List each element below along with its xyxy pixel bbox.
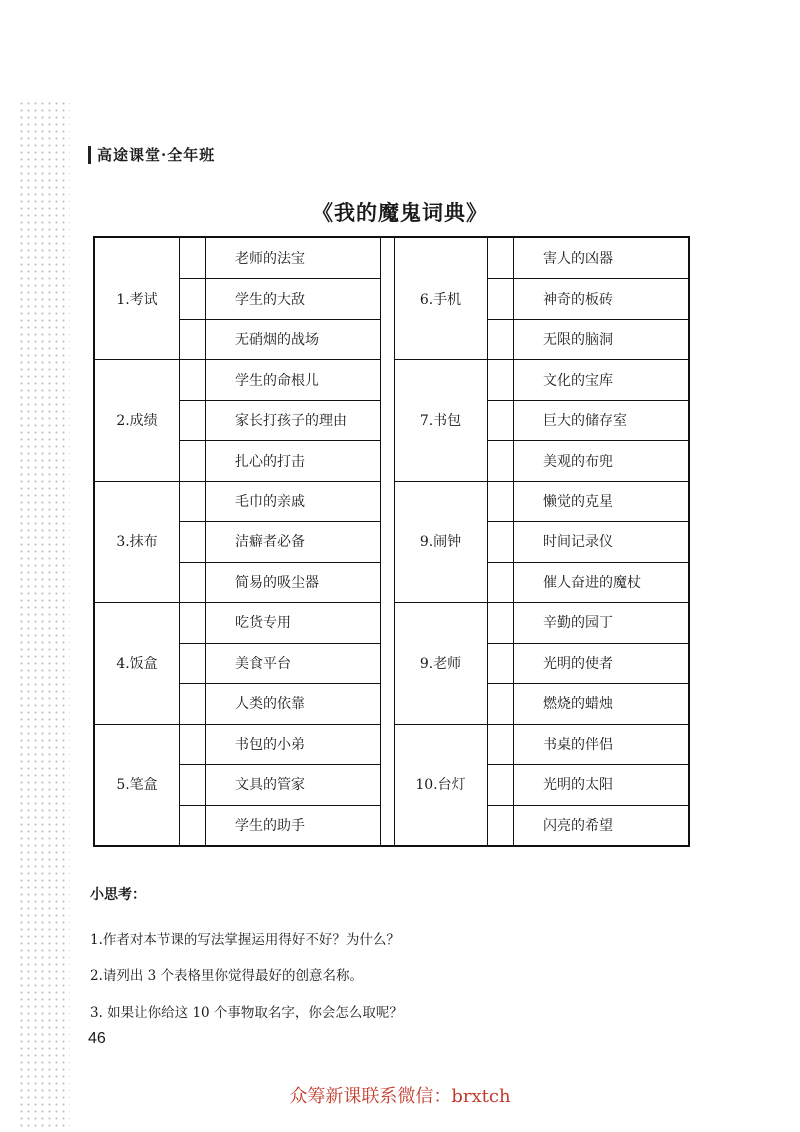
page-title: 《我的魔鬼词典》 <box>312 201 488 225</box>
group-divider <box>95 724 380 725</box>
group-divider <box>394 359 688 360</box>
group-divider <box>394 724 688 725</box>
left-item-name: 3.抹布 <box>116 534 158 551</box>
right-phrase: 闪亮的希望 <box>543 817 613 834</box>
left-phrase: 学生的命根儿 <box>235 372 319 389</box>
right-phrase: 时间记录仪 <box>543 534 613 551</box>
left-phrase: 无硝烟的战场 <box>235 332 319 349</box>
left-phrase: 吃货专用 <box>235 615 291 632</box>
row-divider <box>487 562 688 563</box>
column-divider <box>513 238 514 845</box>
right-item-name: 9.闹钟 <box>419 534 462 551</box>
right-item-name: 9.老师 <box>419 655 462 672</box>
right-phrase: 光明的太阳 <box>543 777 613 794</box>
row-divider <box>487 805 688 806</box>
row-divider <box>179 764 380 765</box>
right-phrase: 巨大的储存室 <box>543 413 627 430</box>
left-item-name: 5.笔盒 <box>116 777 158 794</box>
right-item-name: 7.书包 <box>419 413 462 430</box>
group-divider <box>394 481 688 482</box>
half-divider <box>380 238 381 845</box>
row-divider <box>179 278 380 279</box>
right-phrase: 催人奋进的魔杖 <box>543 574 641 591</box>
row-divider <box>179 805 380 806</box>
row-divider <box>487 319 688 320</box>
half-divider <box>394 238 395 845</box>
dot-margin-pattern <box>18 100 70 1130</box>
right-phrase: 书桌的伴侣 <box>543 736 613 753</box>
left-item-name: 2.成绩 <box>116 413 158 430</box>
left-phrase: 毛巾的亲戚 <box>235 494 305 511</box>
left-phrase: 老师的法宝 <box>235 251 305 268</box>
group-divider <box>95 602 380 603</box>
row-divider <box>179 440 380 441</box>
left-phrase: 洁癖者必备 <box>235 534 305 551</box>
left-phrase: 学生的大敌 <box>235 291 305 308</box>
right-phrase: 辛勤的园丁 <box>543 615 613 632</box>
question-2: 2.请列出 3 个表格里你觉得最好的创意名称。 <box>90 968 364 984</box>
left-phrase: 美食平台 <box>235 655 291 672</box>
row-divider <box>179 400 380 401</box>
row-divider <box>487 643 688 644</box>
row-divider <box>487 683 688 684</box>
right-phrase: 害人的凶器 <box>543 251 613 268</box>
row-divider <box>487 400 688 401</box>
right-phrase: 无限的脑洞 <box>543 332 613 349</box>
question-1: 1.作者对本节课的写法掌握运用得好不好？为什么？ <box>90 932 400 948</box>
row-divider <box>179 521 380 522</box>
row-divider <box>179 683 380 684</box>
left-phrase: 文具的管家 <box>235 777 305 794</box>
right-item-name: 6.手机 <box>419 291 462 308</box>
questions-title: 小思考： <box>90 887 146 903</box>
left-item-name: 1.考试 <box>116 291 158 308</box>
column-divider <box>487 238 488 845</box>
left-phrase: 家长打孩子的理由 <box>235 413 347 430</box>
row-divider <box>179 643 380 644</box>
left-phrase: 简易的吸尘器 <box>235 574 319 591</box>
right-phrase: 懒觉的克星 <box>543 494 613 511</box>
series-header: 高途课堂·全年班 <box>88 146 215 164</box>
group-divider <box>95 481 380 482</box>
left-item-name: 4.饭盒 <box>116 655 158 672</box>
right-phrase: 美观的布兜 <box>543 453 613 470</box>
footer-watermark: 众筹新课联系微信：brxtch <box>289 1086 511 1107</box>
right-phrase: 燃烧的蜡烛 <box>543 696 613 713</box>
group-divider <box>95 359 380 360</box>
question-3: 3. 如果让你给这 10 个事物取名字，你会怎么取呢？ <box>90 1005 403 1021</box>
row-divider <box>179 562 380 563</box>
left-phrase: 扎心的打击 <box>235 453 305 470</box>
row-divider <box>179 319 380 320</box>
row-divider <box>487 278 688 279</box>
page-number: 46 <box>88 1030 106 1047</box>
right-phrase: 光明的使者 <box>543 655 613 672</box>
left-phrase: 书包的小弟 <box>235 736 305 753</box>
column-divider <box>179 238 180 845</box>
row-divider <box>487 764 688 765</box>
right-item-name: 10.台灯 <box>415 777 466 794</box>
dictionary-table <box>93 236 690 847</box>
row-divider <box>487 440 688 441</box>
group-divider <box>394 602 688 603</box>
right-phrase: 文化的宝库 <box>543 372 613 389</box>
right-phrase: 神奇的板砖 <box>543 291 613 308</box>
left-phrase: 学生的助手 <box>235 817 305 834</box>
row-divider <box>487 521 688 522</box>
column-divider <box>205 238 206 845</box>
left-phrase: 人类的依靠 <box>235 696 305 713</box>
